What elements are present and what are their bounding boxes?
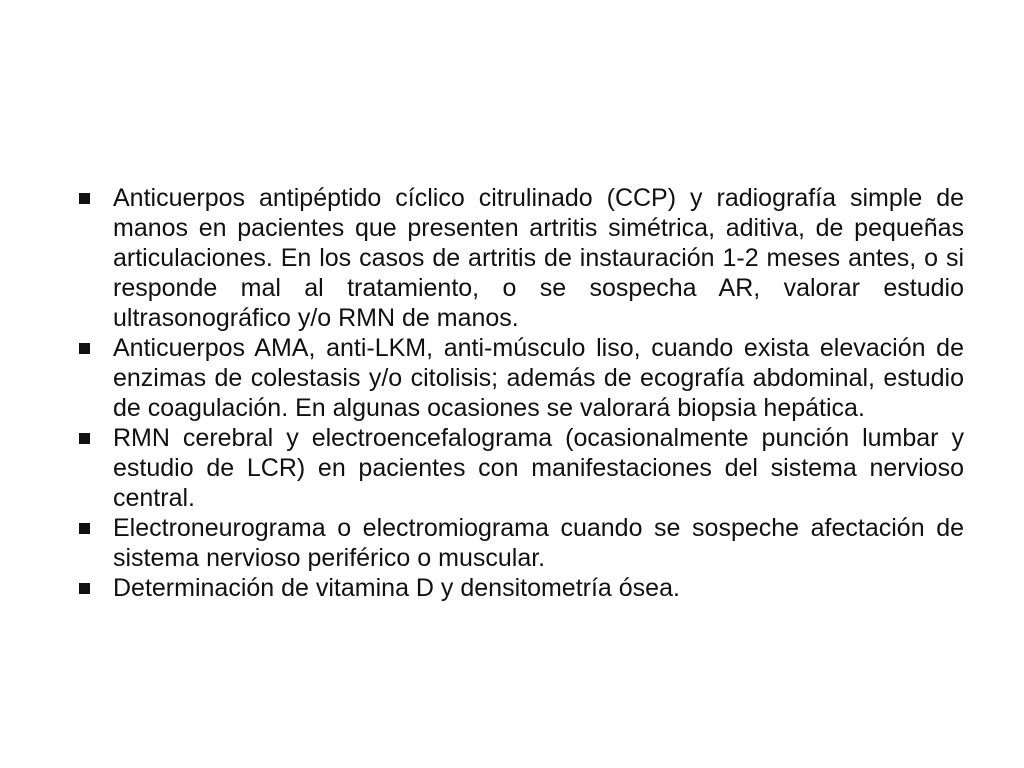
square-bullet-icon: [79, 583, 90, 594]
square-bullet-icon: [79, 193, 90, 204]
bullet-item: [76, 423, 964, 513]
bullet-list: [76, 183, 964, 603]
bullet-item: [76, 513, 964, 573]
square-bullet-icon: [79, 343, 90, 354]
bullet-item: [76, 183, 964, 333]
bullet-text: Anticuerpos AMA, anti-LKM, anti-músculo liso, cuando exista elevación de enzimas de colestasis y/o citolisis; además de ecografía abdominal, estudio de coagulación. En algunas ocasiones se valorará biopsia hepática.: [113, 334, 964, 422]
bullet-item: [76, 333, 964, 423]
bullet-item: [76, 573, 964, 603]
bullet-text: Determinación de vitamina D y densitometría ósea.: [113, 574, 680, 602]
bullet-text: Anticuerpos antipéptido cíclico citrulinado (CCP) y radiografía simple de manos en pacientes que presenten artritis simétrica, aditiva, de pequeñas articulaciones. En los casos de artritis de instauración 1-2 meses antes, o si responde mal al tratamiento, o se sospecha AR, valorar estudio ultrasonográfico y/o RMN de manos.: [113, 184, 964, 332]
bullet-text: RMN cerebral y electroencefalograma (ocasionalmente punción lumbar y estudio de LCR) en pacientes con manifestaciones del sistema nervioso central.: [113, 424, 964, 512]
square-bullet-icon: [79, 523, 90, 534]
square-bullet-icon: [79, 433, 90, 444]
bullet-text: Electroneurograma o electromiograma cuando se sospeche afectación de sistema nervioso periférico o muscular.: [113, 514, 964, 572]
